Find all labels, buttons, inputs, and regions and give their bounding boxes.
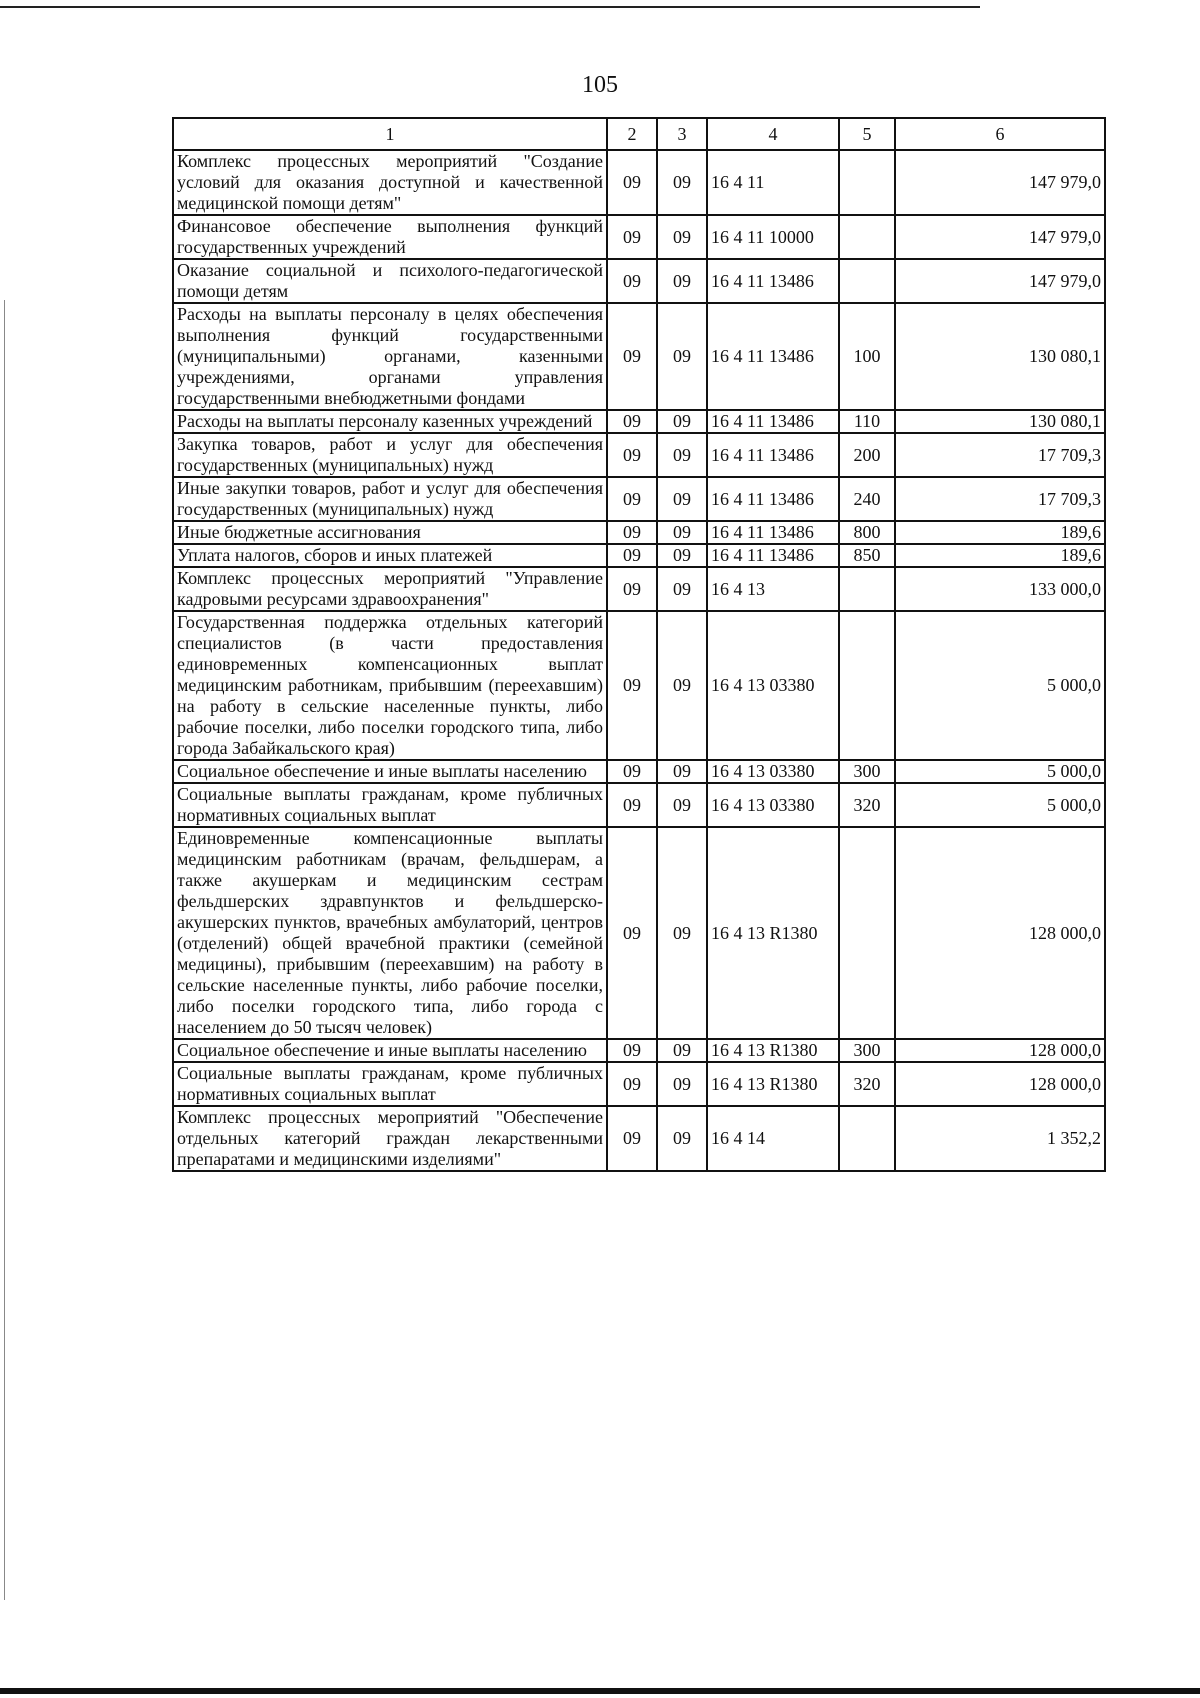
row-subsection-cell: 09 xyxy=(657,1062,707,1106)
scan-border-bottom xyxy=(0,1688,1200,1694)
row-name-cell: Комплекс процессных мероприятий "Создание условий для оказания доступной и качественной медицинской помощи детям" xyxy=(173,150,607,215)
row-target-article-cell: 16 4 11 13486 xyxy=(707,544,839,567)
row-amount-cell: 1 352,2 xyxy=(895,1106,1105,1171)
row-subsection-cell: 09 xyxy=(657,611,707,760)
row-section-cell: 09 xyxy=(607,611,657,760)
header-cell: 2 xyxy=(607,118,657,150)
row-subsection-cell: 09 xyxy=(657,1039,707,1062)
row-target-article-cell: 16 4 11 13486 xyxy=(707,303,839,410)
row-section-cell: 09 xyxy=(607,150,657,215)
row-amount-cell: 5 000,0 xyxy=(895,783,1105,827)
table-row xyxy=(173,433,1105,477)
row-name-cell: Расходы на выплаты персоналу в целях обеспечения выполнения функций государственными (муниципальными) органами, казенными учреждениями, органами управления государственными внебюджетными фондами xyxy=(173,303,607,410)
row-amount-cell: 5 000,0 xyxy=(895,611,1105,760)
table-row xyxy=(173,410,1105,433)
row-name-cell: Единовременные компенсационные выплаты медицинским работникам (врачам, фельдшерам, а также акушеркам и медицинским сестрам фельдшерских здравпунктов и фельдшерско-акушерских пунктов, врачебных амбулаторий, центров (отделений) общей врачебной практики (семейной медицины), прибывшим (переехавшим) на работу в сельские населенные пункты, либо рабочие поселки, либо поселки городского типа, либо города с населением до 50 тысяч человек) xyxy=(173,827,607,1039)
header-cell: 3 xyxy=(657,118,707,150)
row-amount-cell: 130 080,1 xyxy=(895,410,1105,433)
row-target-article-cell: 16 4 13 03380 xyxy=(707,760,839,783)
row-section-cell: 09 xyxy=(607,1039,657,1062)
table-row xyxy=(173,150,1105,215)
row-expense-type-cell xyxy=(839,611,895,760)
row-expense-type-cell xyxy=(839,150,895,215)
row-subsection-cell: 09 xyxy=(657,150,707,215)
row-target-article-cell: 16 4 11 10000 xyxy=(707,215,839,259)
row-subsection-cell: 09 xyxy=(657,433,707,477)
row-expense-type-cell xyxy=(839,1106,895,1171)
row-section-cell: 09 xyxy=(607,521,657,544)
row-name-cell: Государственная поддержка отдельных категорий специалистов (в части предоставления единовременных компенсационных выплат медицинским работникам, прибывшим (переехавшим) на работу в сельские населенные пункты, либо рабочие поселки, либо поселки городского типа, либо города Забайкальского края) xyxy=(173,611,607,760)
row-name-cell: Комплекс процессных мероприятий "Управление кадровыми ресурсами здравоохранения" xyxy=(173,567,607,611)
table-row xyxy=(173,1062,1105,1106)
row-subsection-cell: 09 xyxy=(657,783,707,827)
page-number: 105 xyxy=(582,72,618,98)
row-target-article-cell: 16 4 11 13486 xyxy=(707,433,839,477)
table-row xyxy=(173,567,1105,611)
row-target-article-cell: 16 4 13 03380 xyxy=(707,611,839,760)
table-row xyxy=(173,760,1105,783)
row-target-article-cell: 16 4 13 R1380 xyxy=(707,1039,839,1062)
row-expense-type-cell xyxy=(839,567,895,611)
table-row xyxy=(173,303,1105,410)
row-amount-cell: 128 000,0 xyxy=(895,1062,1105,1106)
row-subsection-cell: 09 xyxy=(657,410,707,433)
row-target-article-cell: 16 4 11 xyxy=(707,150,839,215)
header-cell: 5 xyxy=(839,118,895,150)
row-target-article-cell: 16 4 13 R1380 xyxy=(707,1062,839,1106)
row-section-cell: 09 xyxy=(607,303,657,410)
row-name-cell: Финансовое обеспечение выполнения функций государственных учреждений xyxy=(173,215,607,259)
row-amount-cell: 133 000,0 xyxy=(895,567,1105,611)
header-cell: 6 xyxy=(895,118,1105,150)
row-name-cell: Социальное обеспечение и иные выплаты населению xyxy=(173,760,607,783)
row-subsection-cell: 09 xyxy=(657,760,707,783)
row-section-cell: 09 xyxy=(607,1062,657,1106)
row-section-cell: 09 xyxy=(607,827,657,1039)
row-expense-type-cell: 240 xyxy=(839,477,895,521)
row-name-cell: Закупка товаров, работ и услуг для обеспечения государственных (муниципальных) нужд xyxy=(173,433,607,477)
row-amount-cell: 130 080,1 xyxy=(895,303,1105,410)
row-amount-cell: 128 000,0 xyxy=(895,1039,1105,1062)
table-row xyxy=(173,521,1105,544)
row-amount-cell: 189,6 xyxy=(895,521,1105,544)
row-section-cell: 09 xyxy=(607,215,657,259)
row-target-article-cell: 16 4 13 xyxy=(707,567,839,611)
row-expense-type-cell: 100 xyxy=(839,303,895,410)
row-expense-type-cell: 200 xyxy=(839,433,895,477)
scan-border-left xyxy=(4,300,5,1600)
table-row xyxy=(173,783,1105,827)
row-section-cell: 09 xyxy=(607,760,657,783)
row-expense-type-cell: 300 xyxy=(839,1039,895,1062)
budget-table xyxy=(172,117,1106,1172)
row-section-cell: 09 xyxy=(607,783,657,827)
table-row xyxy=(173,259,1105,303)
row-amount-cell: 17 709,3 xyxy=(895,477,1105,521)
row-expense-type-cell xyxy=(839,827,895,1039)
row-name-cell: Уплата налогов, сборов и иных платежей xyxy=(173,544,607,567)
row-subsection-cell: 09 xyxy=(657,521,707,544)
row-target-article-cell: 16 4 11 13486 xyxy=(707,259,839,303)
table-row xyxy=(173,1106,1105,1171)
row-subsection-cell: 09 xyxy=(657,567,707,611)
table-row xyxy=(173,215,1105,259)
row-subsection-cell: 09 xyxy=(657,303,707,410)
table-row xyxy=(173,544,1105,567)
row-section-cell: 09 xyxy=(607,259,657,303)
row-section-cell: 09 xyxy=(607,567,657,611)
row-target-article-cell: 16 4 11 13486 xyxy=(707,521,839,544)
row-subsection-cell: 09 xyxy=(657,259,707,303)
row-amount-cell: 147 979,0 xyxy=(895,215,1105,259)
row-name-cell: Социальные выплаты гражданам, кроме публичных нормативных социальных выплат xyxy=(173,783,607,827)
row-target-article-cell: 16 4 14 xyxy=(707,1106,839,1171)
table-body xyxy=(173,150,1105,1171)
row-name-cell: Иные бюджетные ассигнования xyxy=(173,521,607,544)
row-name-cell: Оказание социальной и психолого-педагогической помощи детям xyxy=(173,259,607,303)
row-section-cell: 09 xyxy=(607,477,657,521)
row-expense-type-cell: 850 xyxy=(839,544,895,567)
table-row xyxy=(173,611,1105,760)
table-row xyxy=(173,477,1105,521)
row-expense-type-cell: 110 xyxy=(839,410,895,433)
row-section-cell: 09 xyxy=(607,433,657,477)
row-amount-cell: 5 000,0 xyxy=(895,760,1105,783)
row-amount-cell: 128 000,0 xyxy=(895,827,1105,1039)
row-section-cell: 09 xyxy=(607,410,657,433)
row-target-article-cell: 16 4 13 R1380 xyxy=(707,827,839,1039)
row-section-cell: 09 xyxy=(607,544,657,567)
scan-border-top xyxy=(0,6,980,8)
row-expense-type-cell: 320 xyxy=(839,783,895,827)
row-subsection-cell: 09 xyxy=(657,544,707,567)
row-expense-type-cell: 300 xyxy=(839,760,895,783)
row-expense-type-cell: 320 xyxy=(839,1062,895,1106)
row-name-cell: Комплекс процессных мероприятий "Обеспечение отдельных категорий граждан лекарственными препаратами и медицинскими изделиями" xyxy=(173,1106,607,1171)
row-target-article-cell: 16 4 11 13486 xyxy=(707,410,839,433)
row-amount-cell: 147 979,0 xyxy=(895,150,1105,215)
row-name-cell: Социальные выплаты гражданам, кроме публичных нормативных социальных выплат xyxy=(173,1062,607,1106)
row-amount-cell: 147 979,0 xyxy=(895,259,1105,303)
row-section-cell: 09 xyxy=(607,1106,657,1171)
row-amount-cell: 189,6 xyxy=(895,544,1105,567)
row-expense-type-cell xyxy=(839,215,895,259)
header-cell: 1 xyxy=(173,118,607,150)
row-subsection-cell: 09 xyxy=(657,827,707,1039)
row-subsection-cell: 09 xyxy=(657,477,707,521)
row-expense-type-cell: 800 xyxy=(839,521,895,544)
table-row xyxy=(173,827,1105,1039)
table-row xyxy=(173,1039,1105,1062)
row-subsection-cell: 09 xyxy=(657,215,707,259)
row-name-cell: Расходы на выплаты персоналу казенных учреждений xyxy=(173,410,607,433)
header-cell: 4 xyxy=(707,118,839,150)
row-target-article-cell: 16 4 11 13486 xyxy=(707,477,839,521)
row-target-article-cell: 16 4 13 03380 xyxy=(707,783,839,827)
row-expense-type-cell xyxy=(839,259,895,303)
row-subsection-cell: 09 xyxy=(657,1106,707,1171)
table-header-row xyxy=(173,118,1105,150)
row-amount-cell: 17 709,3 xyxy=(895,433,1105,477)
row-name-cell: Иные закупки товаров, работ и услуг для обеспечения государственных (муниципальных) нужд xyxy=(173,477,607,521)
row-name-cell: Социальное обеспечение и иные выплаты населению xyxy=(173,1039,607,1062)
